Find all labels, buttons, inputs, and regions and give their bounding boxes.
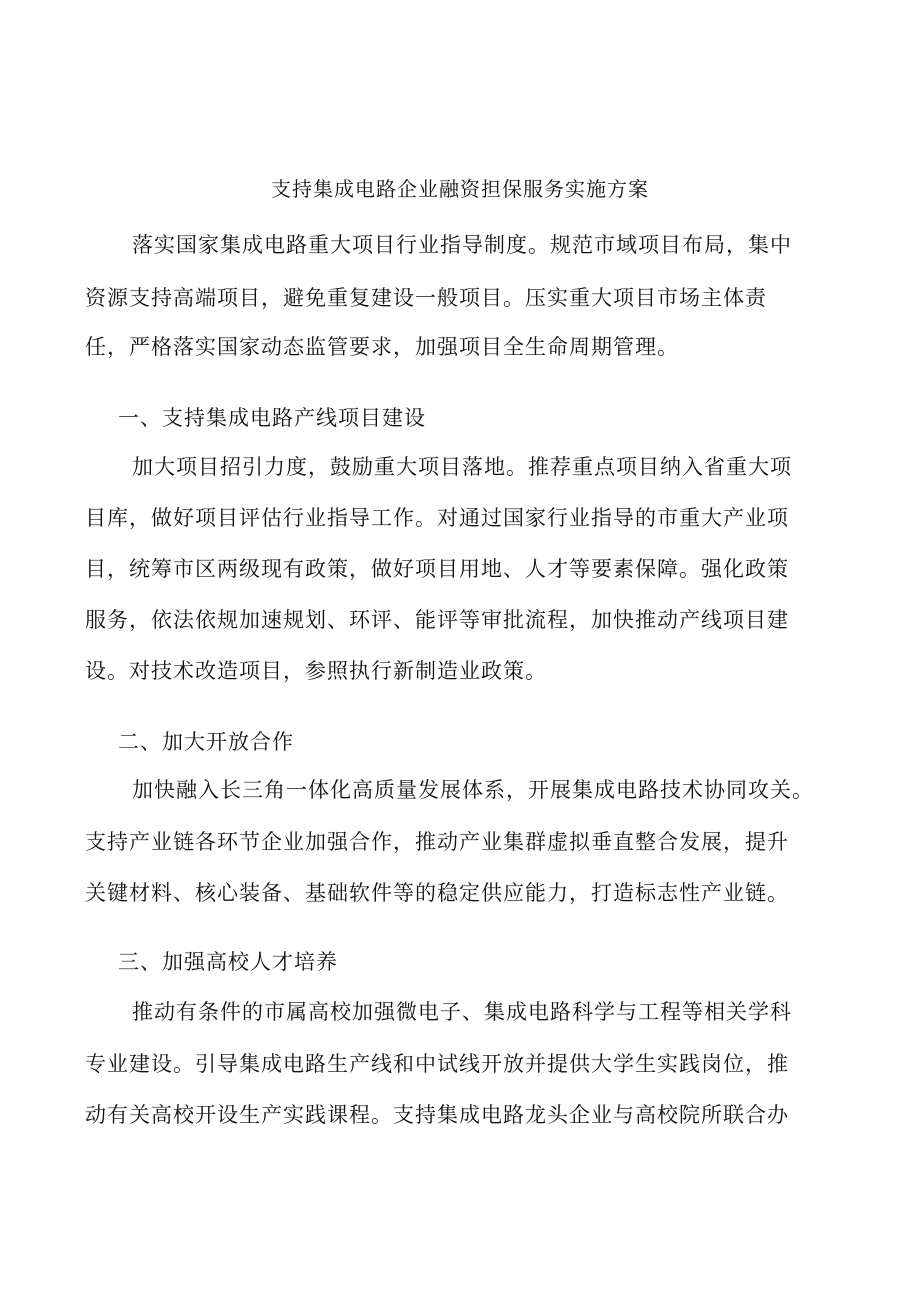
paragraph-line: 目，统筹市区两级现有政策，做好项目用地、人才等要素保障。强化政策 [85,557,789,581]
paragraph-line: 支持产业链各环节企业加强合作，推动产业集群虚拟垂直整合发展，提升 [85,830,789,854]
intro-line: 资源支持高端项目，避免重复建设一般项目。压实重大项目市场主体责 [85,286,767,310]
intro-line: 任，严格落实国家动态监管要求，加强项目全生命周期管理。 [85,335,679,359]
paragraph-line: 设。对技术改造项目，参照执行新制造业政策。 [85,659,547,683]
section-heading: 一、支持集成电路产线项目建设 [118,406,426,430]
paragraph-line: 加快融入长三角一体化高质量发展体系，开展集成电路技术协同攻关。 [132,778,814,802]
section-heading: 三、加强高校人才培养 [118,950,338,974]
paragraph-line: 目库，做好项目评估行业指导工作。对通过国家行业指导的市重大产业项 [85,506,789,530]
intro-line: 落实国家集成电路重大项目行业指导制度。规范市域项目布局，集中 [132,233,792,257]
document-title: 支持集成电路企业融资担保服务实施方案 [271,177,649,201]
paragraph-line: 服务，依法依规加速规划、环评、能评等审批流程，加快推动产线项目建 [85,608,789,632]
paragraph-line: 动有关高校开设生产实践课程。支持集成电路龙头企业与高校院所联合办 [85,1103,789,1127]
paragraph-line: 加大项目招引力度，鼓励重大项目落地。推荐重点项目纳入省重大项 [132,455,792,479]
section-heading: 二、加大开放合作 [118,730,294,754]
paragraph-line: 专业建设。引导集成电路生产线和中试线开放并提供大学生实践岗位，推 [85,1052,789,1076]
paragraph-line: 关键材料、核心装备、基础软件等的稳定供应能力，打造标志性产业链。 [85,881,789,905]
paragraph-line: 推动有条件的市属高校加强微电子、集成电路科学与工程等相关学科 [132,1000,792,1024]
